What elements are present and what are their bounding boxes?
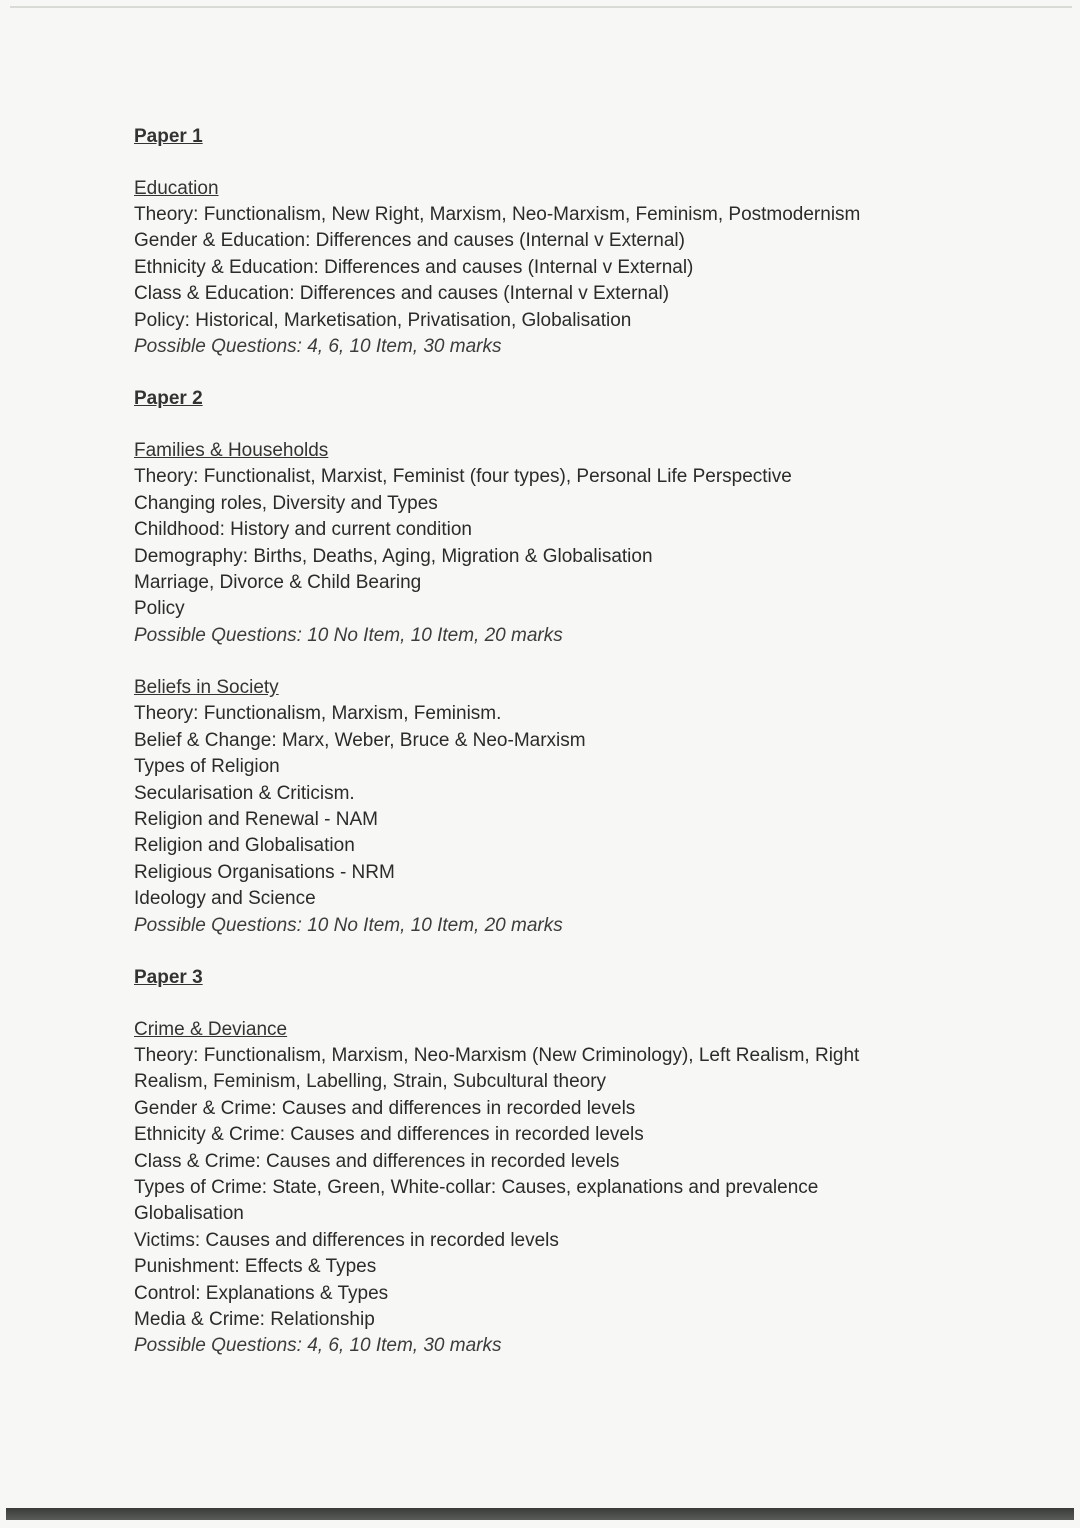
topic-line: Types of Religion [134, 756, 280, 778]
topic-line: Ideology and Science [134, 888, 316, 910]
topic-line: Secularisation & Criticism. [134, 782, 355, 804]
section-beliefs-in-society [134, 675, 914, 939]
scanner-bottom-edge [6, 1508, 1074, 1520]
section-education [134, 176, 914, 360]
topic-line: Media & Crime: Relationship [134, 1309, 375, 1330]
topic-line: Policy [134, 598, 185, 620]
section-families-households [134, 438, 914, 649]
paper-heading: Paper 1 [134, 126, 203, 147]
paper-heading: Paper 3 [134, 966, 203, 988]
topic-line: Demography: Births, Deaths, Aging, Migration & Globalisation [134, 545, 653, 567]
topic-line: Theory: Functionalism, New Right, Marxism, Neo-Marxism, Feminism, Postmodernism [134, 204, 861, 225]
topic-line: Theory: Functionalism, Marxism, Neo-Marxism (New Criminology), Left Realism, Right Realism, Feminism, Labelling, Strain, Subcultural theory [134, 1044, 860, 1093]
topic-line: Religion and Renewal - NAM [134, 808, 378, 830]
topic-line: Victims: Causes and differences in recorded levels [134, 1229, 559, 1251]
topic-line: Belief & Change: Marx, Weber, Bruce & Neo-Marxism [134, 729, 586, 751]
topic-line: Religion and Globalisation [134, 835, 355, 857]
paper-2 [134, 386, 914, 939]
topic-line: Changing roles, Diversity and Types [134, 492, 438, 514]
paper-3 [134, 965, 914, 1360]
section-crime-deviance [134, 1017, 914, 1360]
topic-line: Policy: Historical, Marketisation, Privatisation, Globalisation [134, 309, 632, 331]
topic-line: Class & Education: Differences and causes (Internal v External) [134, 283, 670, 305]
topic-line: Class & Crime: Causes and differences in recorded levels [134, 1150, 620, 1172]
topic-line: Ethnicity & Crime: Causes and differences in recorded levels [134, 1124, 644, 1146]
topic-line: Ethnicity & Education: Differences and causes (Internal v External) [134, 256, 694, 278]
topic-line: Theory: Functionalist, Marxist, Feminist (four types), Personal Life Perspective [134, 466, 792, 488]
topic-line: Marriage, Divorce & Child Bearing [134, 572, 422, 594]
topic-line: Religious Organisations - NRM [134, 861, 395, 883]
paper-heading: Paper 2 [134, 388, 203, 410]
section-title: Families & Households [134, 440, 329, 462]
possible-questions: Possible Questions: 10 No Item, 10 Item, 20 marks [134, 624, 563, 646]
topic-line: Theory: Functionalism, Marxism, Feminism. [134, 703, 502, 725]
section-title: Education [134, 178, 219, 199]
topic-line: Globalisation [134, 1203, 244, 1225]
possible-questions: Possible Questions: 4, 6, 10 Item, 30 marks [134, 1335, 502, 1357]
topic-line: Types of Crime: State, Green, White-collar: Causes, explanations and prevalence [134, 1176, 819, 1198]
possible-questions: Possible Questions: 4, 6, 10 Item, 30 marks [134, 336, 502, 358]
topic-line: Childhood: History and current condition [134, 519, 472, 541]
possible-questions: Possible Questions: 10 No Item, 10 Item, 20 marks [134, 914, 563, 936]
topic-line: Gender & Education: Differences and causes (Internal v External) [134, 230, 685, 252]
section-title: Beliefs in Society [134, 677, 279, 699]
topic-line: Punishment: Effects & Types [134, 1256, 377, 1278]
document-content [134, 124, 914, 1360]
paper-1 [134, 124, 914, 360]
topic-line: Gender & Crime: Causes and differences in recorded levels [134, 1097, 636, 1119]
page-top-edge [10, 6, 1072, 8]
topic-line: Control: Explanations & Types [134, 1282, 389, 1304]
section-title: Crime & Deviance [134, 1018, 288, 1040]
